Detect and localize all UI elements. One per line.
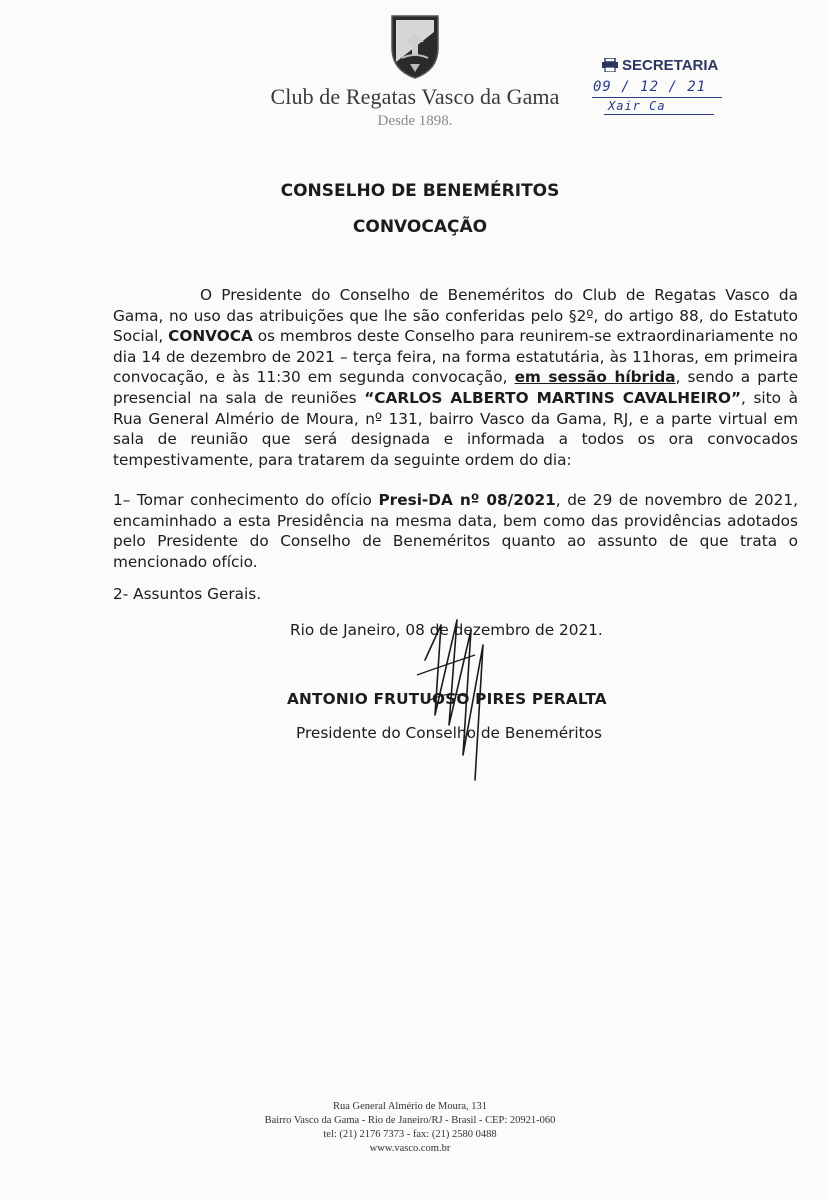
document-subtitle: CONVOCAÇÃO <box>352 217 488 237</box>
footer-address: Rua General Almério de Moura, 131 <box>333 1101 487 1112</box>
document-title: CONSELHO DE BENEMÉRITOS <box>280 181 560 201</box>
printer-icon <box>602 58 618 72</box>
meeting-room-name: “CARLOS ALBERTO MARTINS CAVALHEIRO” <box>364 388 741 407</box>
club-since: Desde 1898. <box>377 113 453 129</box>
agenda-item-2: 2- Assuntos Gerais. <box>113 585 262 603</box>
stamp-date: 09 / 12 / 21 <box>593 79 707 95</box>
signer-name: ANTONIO FRUTUOSO PIRES PERALTA <box>287 690 607 708</box>
convoca-emphasis: CONVOCA <box>168 327 253 346</box>
stamp-label: SECRETARIA <box>622 57 719 74</box>
secretaria-stamp <box>590 52 740 122</box>
agenda-text: 1– Tomar conhecimento do ofício <box>113 491 379 509</box>
paragraph-text: , sito à Rua General Almério de Moura, nº 131, bairro Vasco da Gama, RJ, e a parte virtual em sala de reunião que será designada e informada a todos os ora convocados tempestivamente, para tratarem da seguinte ordem do dia: <box>113 388 798 469</box>
footer-city: Bairro Vasco da Gama - Rio de Janeiro/RJ - Brasil - CEP: 20921-060 <box>264 1115 556 1126</box>
stamp-initials: Xair Ca <box>608 99 666 113</box>
footer-website: www.vasco.com.br <box>369 1143 451 1154</box>
stamp-initials-line <box>604 114 714 115</box>
club-name: Club de Regatas Vasco da Gama <box>270 84 560 109</box>
paragraph-text: , sendo a parte presencial na sala de reuniões <box>113 368 799 407</box>
paragraph-text: os membros deste Conselho para reunirem-se extraordinariamente no dia 14 de dezembro de 2021 – terça feira, na forma estatutária, às 11horas, em primeira convocação, e às 11:30 em segunda convocação, <box>113 327 799 387</box>
agenda-text: , de 29 de novembro de 2021, encaminhado a esta Presidência na mesma data, bem como das providências adotados pelo Presidente do Conselho de Beneméritos quanto ao assunto de que trata o mencionado ofício. <box>113 491 798 571</box>
paragraph-text: O Presidente do Conselho de Beneméritos do Club de Regatas Vasco da Gama, no uso das atribuições que lhe são conferidas pelo §2º, do artigo 88, do Estatuto Social, <box>113 286 798 346</box>
convocation-paragraph <box>113 285 798 470</box>
signer-role: Presidente do Conselho de Beneméritos <box>296 724 603 742</box>
agenda-item-1 <box>113 490 798 572</box>
place-and-date: Rio de Janeiro, 08 de dezembro de 2021. <box>290 621 603 639</box>
handwritten-signature <box>405 605 495 790</box>
club-crest-icon <box>388 12 442 80</box>
footer-phone: tel: (21) 2176 7373 - fax: (21) 2580 0488 <box>323 1129 497 1140</box>
hybrid-session-emphasis: em sessão híbrida <box>514 368 676 387</box>
stamp-date-line <box>592 97 722 98</box>
oficio-reference: Presi-DA nº 08/2021 <box>378 491 556 509</box>
